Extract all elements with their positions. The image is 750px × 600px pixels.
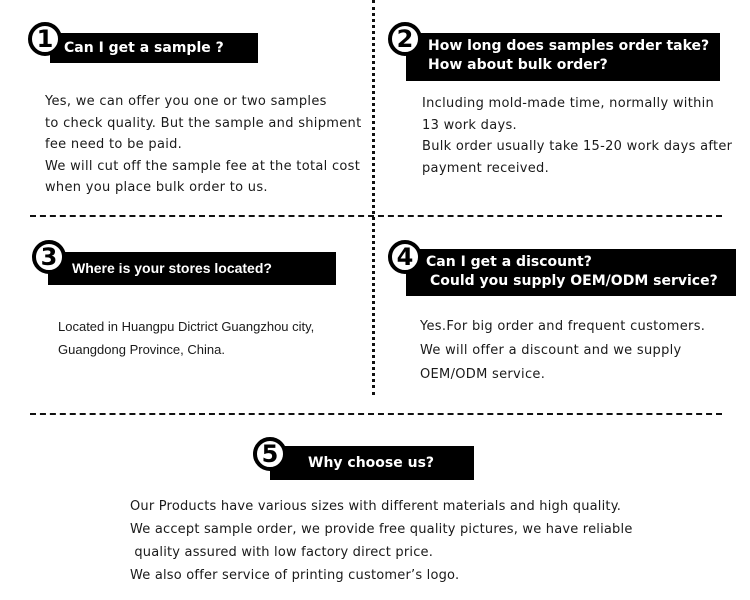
answer-1-line: fee need to be paid. bbox=[45, 137, 183, 152]
answer-5-line: We also offer service of printing customer’s logo. bbox=[130, 568, 460, 583]
answer-5-line: Our Products have various sizes with different materials and high quality. bbox=[130, 499, 622, 514]
answer-1 bbox=[45, 91, 361, 199]
horizontal-divider-top bbox=[30, 215, 722, 217]
number-badge-5: 5 bbox=[253, 437, 287, 471]
answer-4 bbox=[420, 315, 705, 387]
horizontal-divider-bottom bbox=[30, 413, 722, 415]
answer-1-line: We will cut off the sample fee at the total cost bbox=[45, 158, 361, 174]
answer-2-line: Including mold-made time, normally within bbox=[422, 96, 715, 111]
answer-5 bbox=[130, 495, 633, 587]
answer-1-line: when you place bulk order to us. bbox=[45, 180, 268, 195]
answer-4-line: We will offer a discount and we supply bbox=[420, 343, 682, 358]
question-2-line: How long does samples order take? bbox=[428, 38, 710, 54]
question-5-text: Why choose us? bbox=[308, 455, 435, 471]
answer-4-line: OEM/ODM service. bbox=[420, 367, 546, 382]
answer-2-line: payment received. bbox=[422, 160, 550, 176]
question-bar-3 bbox=[48, 252, 336, 285]
answer-3-line: Guangdong Province, China. bbox=[58, 342, 225, 357]
answer-3-line: Located in Huangpu Dictrict Guangzhou city, bbox=[58, 319, 315, 334]
question-bar-1 bbox=[50, 33, 258, 63]
number-badge-3: 3 bbox=[32, 240, 66, 274]
number-badge-4: 4 bbox=[388, 240, 422, 274]
question-bar-4 bbox=[406, 249, 736, 296]
answer-1-line: Yes, we can offer you one or two samples bbox=[45, 94, 327, 109]
question-3-text: Where is your stores located? bbox=[72, 260, 272, 276]
question-4-line: Could you supply OEM/ODM service? bbox=[430, 273, 718, 289]
question-bar-2 bbox=[406, 33, 720, 81]
answer-2-line: 13 work days. bbox=[422, 117, 517, 133]
question-bar-5 bbox=[270, 446, 474, 480]
question-1-text: Can I get a sample ? bbox=[64, 40, 224, 56]
number-badge-2: 2 bbox=[388, 22, 422, 56]
answer-4-line: Yes.For big order and frequent customers. bbox=[420, 319, 706, 334]
vertical-divider bbox=[372, 0, 375, 395]
question-4-line: Can I get a discount? bbox=[426, 254, 592, 270]
answer-2 bbox=[422, 93, 732, 179]
number-badge-1: 1 bbox=[28, 22, 62, 56]
answer-5-line: quality assured with low factory direct price. bbox=[130, 545, 434, 560]
question-2-line: How about bulk order? bbox=[428, 57, 608, 73]
answer-5-line: We accept sample order, we provide free quality pictures, we have reliable bbox=[130, 522, 633, 537]
answer-2-line: Bulk order usually take 15-20 work days after bbox=[422, 139, 733, 154]
answer-3 bbox=[58, 315, 314, 361]
answer-1-line: to check quality. But the sample and shipment bbox=[45, 115, 362, 131]
